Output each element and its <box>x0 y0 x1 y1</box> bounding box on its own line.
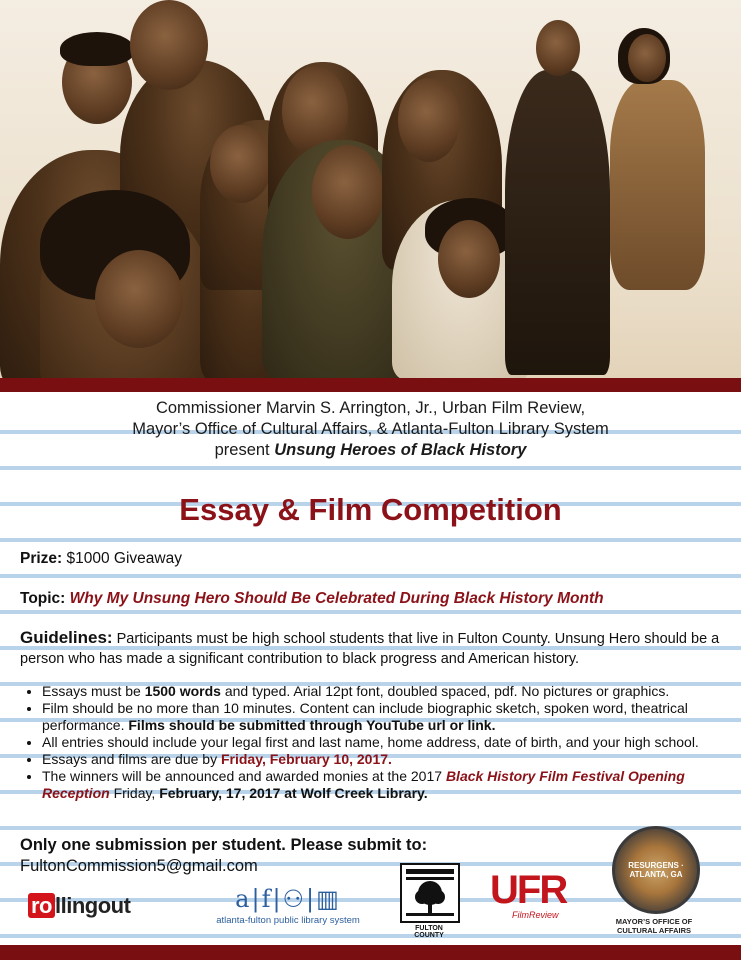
topic-row <box>20 589 720 608</box>
figure-president <box>505 70 610 375</box>
list-item <box>42 683 741 700</box>
presenters-line-2: Mayor’s Office of Cultural Affairs, & Atlanta-Fulton Library System <box>132 420 609 438</box>
figure-hair <box>60 32 134 66</box>
figure-head <box>536 20 580 76</box>
rules-list <box>20 683 741 802</box>
due-date: Friday, February 10, 2017. <box>220 751 392 767</box>
presenters-block <box>0 398 741 461</box>
guidelines-row <box>20 628 720 669</box>
rollingout-logo <box>28 893 130 919</box>
mayors-office-seal <box>612 826 696 935</box>
bullet-bold: 1500 words <box>144 683 221 699</box>
ufr-logo-letters: UFR <box>490 868 567 912</box>
bullet-bold: Films should be submitted through YouTube url or link. <box>128 717 496 733</box>
tree-icon <box>402 865 458 921</box>
list-item <box>42 700 741 734</box>
prize-value: $1000 Giveaway <box>62 550 182 567</box>
bullet-text: and typed. Arial 12pt font, doubled spaced, pdf. No pictures or graphics. <box>220 683 670 699</box>
presenters-line-1: Commissioner Marvin S. Arrington, Jr., Urban Film Review, <box>155 399 586 417</box>
figure-head <box>438 220 500 298</box>
topic-label: Topic: <box>20 590 66 607</box>
prize-label: Prize: <box>20 550 63 567</box>
seal-caption-1: MAYOR’S OFFICE OF <box>615 917 693 926</box>
bullet-text: All entries should include your legal first and last name, home address, date of birth, and your high school. <box>42 734 699 750</box>
submission-email-link[interactable]: FultonCommission5@gmail.com <box>20 857 258 875</box>
bullet-text: Film should be no more than 10 minutes. Content can include biographic sketch, spoken word, theatrical performance. <box>42 700 688 733</box>
afpl-logo-text: atlanta-fulton public library system <box>216 915 360 926</box>
rollingout-logo-ro: ro <box>28 893 55 918</box>
figure-head <box>398 78 460 162</box>
ufr-logo-subtext: FilmReview <box>512 910 559 920</box>
page-title: Essay & Film Competition <box>179 492 562 527</box>
rollingout-logo-rest: llingout <box>55 893 131 918</box>
afpl-logo-mark: a|f|⚇|▥ <box>235 885 341 913</box>
bullet-text: Friday, <box>109 785 160 801</box>
bullet-text: The winners will be announced and awarded monies at the 2017 <box>42 768 446 784</box>
bullet-text: Essays must be <box>42 683 145 699</box>
figure-first-lady <box>610 80 705 290</box>
figure-head <box>95 250 183 348</box>
bottom-red-band <box>0 945 741 960</box>
bullet-text: Essays and films are due by <box>42 751 221 767</box>
fulton-county-logo <box>400 863 458 939</box>
top-red-band <box>0 378 741 392</box>
list-item <box>42 734 741 751</box>
topic-value: Why My Unsung Hero Should Be Celebrated During Black History Month <box>69 590 604 607</box>
list-item <box>42 768 741 802</box>
resurgens-seal-icon: RESURGENS · ATLANTA, GA <box>612 826 700 914</box>
figure-head <box>210 125 272 203</box>
ufr-logo <box>490 870 570 920</box>
hero-collage-photo <box>0 0 741 378</box>
festival-name: Black History Film Festival Opening Reception <box>42 768 685 801</box>
seal-caption-2: CULTURAL AFFAIRS <box>616 926 692 935</box>
figure-head <box>628 34 666 82</box>
guidelines-text: Participants must be high school students that live in Fulton County. Unsung Hero should be a person who has made a significant contribution to black progress and American history. <box>20 631 720 667</box>
event-name: Unsung Heroes of Black History <box>274 441 527 459</box>
guidelines-label: Guidelines: <box>20 628 113 647</box>
figure-head <box>312 145 384 239</box>
bullet-bold: February, 17, 2017 at Wolf Creek Library. <box>159 785 428 801</box>
afpl-logo <box>208 885 368 926</box>
presenters-present-word: present <box>214 441 275 459</box>
figure-head <box>130 0 208 90</box>
submission-note: Only one submission per student. Please submit to: <box>20 836 428 854</box>
fulton-county-text: FULTON COUNTY <box>414 925 444 939</box>
fulton-county-emblem <box>400 863 460 923</box>
list-item <box>42 751 741 768</box>
prize-row <box>20 549 720 568</box>
presenters-line-3 <box>0 440 741 461</box>
